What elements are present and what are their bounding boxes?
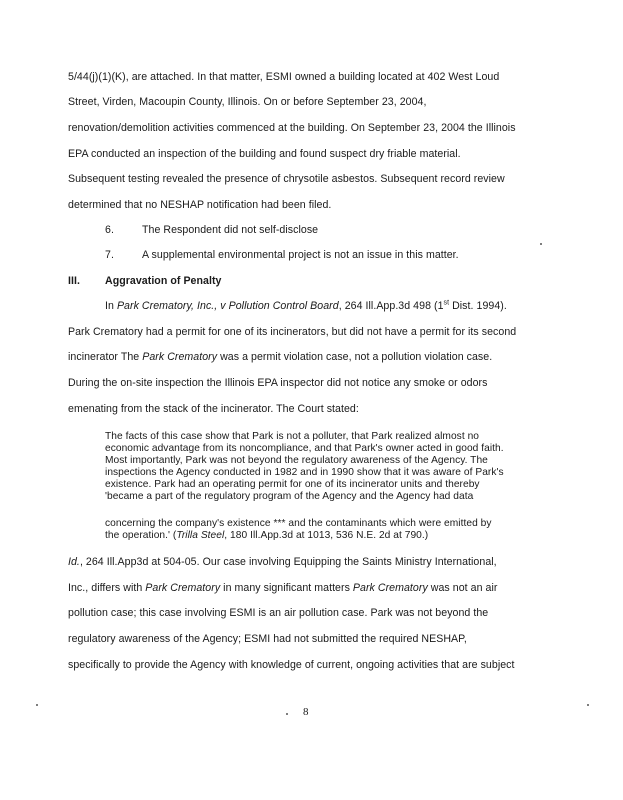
block-quote-line: existence. Park had an operating permit for one of its incinerator units and thereby [105,479,480,490]
body-text-line: pollution case; this case involving ESMI is an air pollution case. Park was not beyond the [68,607,489,619]
block-quote-line: inspections the Agency conducted in 1982 and in 1990 show that it was aware of Park's [105,467,504,478]
body-text-line: regulatory awareness of the Agency; ESMI had not submitted the required NESHAP, [68,633,467,645]
body-text-line: Subsequent testing revealed the presence of chrysotile asbestos. Subsequent record review [68,173,505,185]
body-text-line: emenating from the stack of the incinerator. The Court stated: [68,403,359,415]
body-text-line: Id., 264 Ill.App3d at 504-05. Our case involving Equipping the Saints Ministry International, [68,556,497,568]
body-text-line: incinerator The Park Crematory was a permit violation case, not a pollution violation case. [68,351,493,363]
list-item-number: 6. [105,224,114,236]
body-text-line: During the on-site inspection the Illinois EPA inspector did not notice any smoke or odors [68,377,488,389]
block-quote-line: the operation.' (Trilla Steel, 180 Ill.App.3d at 1013, 536 N.E. 2d at 790.) [105,530,429,541]
block-quote-line: concerning the company's existence *** and the contaminants which were emitted by [105,518,492,529]
body-text-line: Park Crematory had a permit for one of its incinerators, but did not have a permit for its second [68,326,517,338]
body-text-line: specifically to provide the Agency with knowledge of current, ongoing activities that are subject [68,659,515,671]
block-quote-line: Most importantly, Park was not beyond the regulatory awareness of the Agency. The [105,455,488,466]
scan-speck [587,704,589,706]
body-text-line: Street, Virden, Macoupin County, Illinois. On or before September 23, 2004, [68,96,427,108]
section-heading: Aggravation of Penalty [105,275,222,287]
scan-speck [36,704,38,706]
body-text-line: Inc., differs with Park Crematory in many significant matters Park Crematory was not an air [68,582,498,594]
list-item-number: 7. [105,249,114,261]
body-text-line: renovation/demolition activities commenced at the building. On September 23, 2004 the Illinois [68,122,516,134]
body-text-line: 5/44(j)(1)(K), are attached. In that matter, ESMI owned a building located at 402 West Loud [68,71,500,83]
body-text-line: determined that no NESHAP notification had been filed. [68,199,332,211]
block-quote-line: economic advantage from its noncompliance, and that Park's owner acted in good faith. [105,443,504,454]
body-text-line: EPA conducted an inspection of the building and found suspect dry friable material. [68,148,461,160]
block-quote-line: The facts of this case show that Park is not a polluter, that Park realized almost no [105,431,480,442]
page-number: 8 [303,706,309,718]
case-citation: In Park Crematory, Inc., v Pollution Control Board, 264 Ill.App.3d 498 (1st Dist. 1994). [105,299,507,312]
scan-speck [286,713,288,715]
block-quote-line: 'became a part of the regulatory program of the Agency and the Agency had data [105,491,474,502]
section-number: III. [68,275,80,287]
list-item-text: A supplemental environmental project is not an issue in this matter. [142,249,459,261]
list-item-text: The Respondent did not self-disclose [142,224,319,236]
scan-speck [540,243,542,245]
case-name: Park Crematory, Inc., v Pollution Control Board [116,300,339,312]
